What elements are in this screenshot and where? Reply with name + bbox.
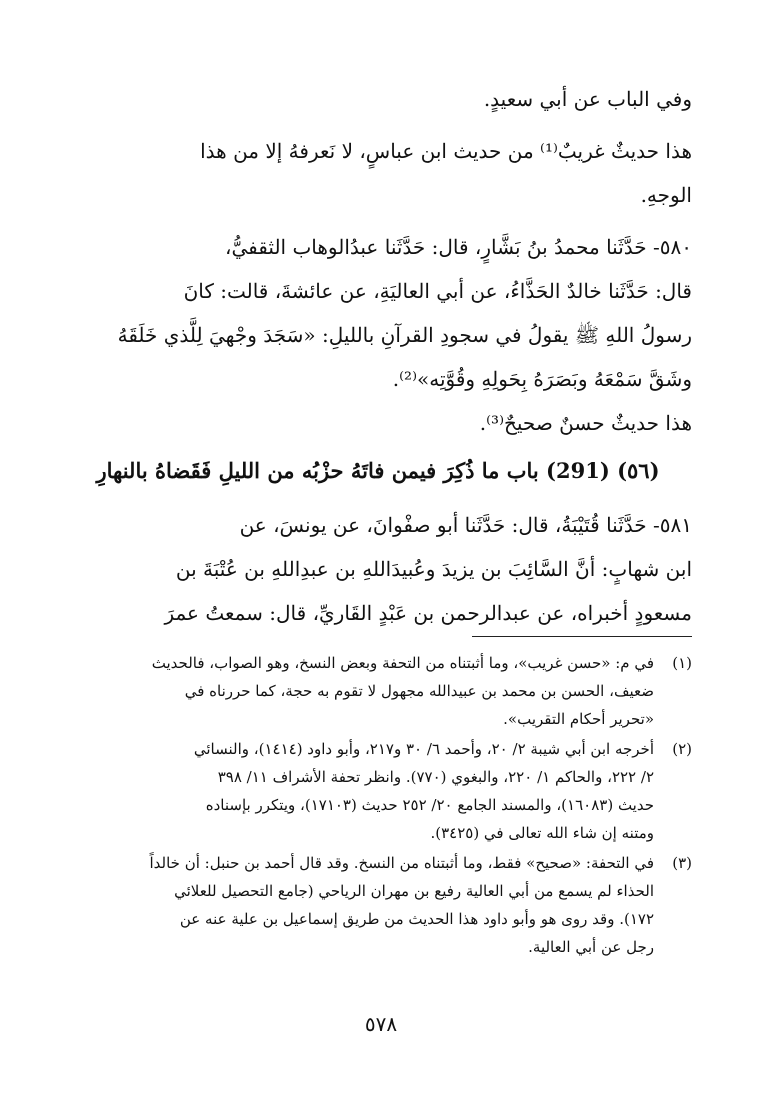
footnote-line: في التحفة: «صحيح» فقط، وما أثبتناه من النسخ. وقد قال أحمد بن حنبل: أن خالداً — [149, 854, 654, 872]
footnote-line: ١٧٢). وقد روى هو وأبو داود هذا الحديث من طريق إسماعيل بن علية عنه عن — [179, 910, 654, 928]
footnote-line: «تحرير أحكام التقريب». — [503, 710, 654, 728]
hadith-580-line: ٥٨٠- حَدَّثَنا محمدُ بنُ بَشَّارٍ، قال: حَدَّثَنا عبدُالوهاب الثقفيُّ، — [225, 235, 692, 259]
footnote-line: الحذاء لم يسمع من أبي العالية رفيع بن مهران الرياحي (جامع التحصيل للعلائي — [174, 882, 654, 900]
footnote-line: في م: «حسن غريب»، وما أثبتناه من التحفة وبعض النسخ، وهو الصواب، فالحديث — [151, 654, 654, 672]
hadith-580-line: رسولُ اللهِ ﷺ يقولُ في سجودِ القرآنِ بالليلِ: «سَجَدَ وجْهيَ لِلَّذي خَلَقَهُ — [117, 323, 692, 347]
footnote-line: ٢/ ٢٢٢، والحاكم ١/ ٢٢٠، والبغوي (٧٧٠). وانظر تحفة الأشراف ١١/ ٣٩٨ — [217, 768, 654, 786]
footnote-text — [64, 849, 654, 961]
footnote-line: ضعيف، الحسن بن محمد بن عبيدالله مجهول لا تقوم به حجة، كما حررناه في — [184, 682, 654, 700]
chapter-heading: (٥٦) (291) باب ما ذُكِرَ فيمن فاتَهُ حزْبُه من الليلِ فَقَضاهُ بالنهارِ — [96, 458, 660, 483]
footnote-line: رجل عن أبي العالية. — [528, 938, 654, 956]
hadith-581-line: ابن شهابٍ: أنَّ السَّائِبَ بن يزيدَ وعُبيدَاللهِ بن عبدِاللهِ بن عُتْبَةَ بن — [175, 557, 692, 581]
footnote-number: (٢) — [672, 740, 692, 758]
footnote-line: أخرجه ابن أبي شيبة ٢/ ٢٠، وأحمد ٦/ ٣٠ و٢١٧، وأبو داود (١٤١٤)، والنسائي — [193, 740, 654, 758]
footnote — [64, 735, 692, 847]
footnote-number: (١) — [672, 654, 692, 672]
footnote-line: حديث (١٦٠٨٣)، والمسند الجامع ٢٠/ ٢٥٢ حديث (١٧١٠٣)، ويتكرر بإسناده — [205, 796, 654, 814]
text-line: هذا حديثٌ حسنٌ صحيحٌ⁽³⁾. — [479, 411, 692, 435]
hadith-580-line: وشَقَّ سَمْعَهُ وبَصَرَهُ بِحَولِهِ وقُوَّتِه»⁽²⁾. — [392, 367, 692, 391]
footnote — [64, 849, 692, 961]
text-line: هذا حديثٌ غريبٌ⁽¹⁾ من حديث ابن عباسٍ، لا نَعرفهُ إلا من هذا — [200, 139, 692, 163]
footnote-text — [64, 735, 654, 847]
page-number: ٥٧٨ — [364, 1012, 398, 1036]
hadith-581-line: ٥٨١- حَدَّثَنا قُتَيْبَةُ، قال: حَدَّثَنا أبو صفْوانَ، عن يونسَ، عن — [239, 513, 692, 537]
footnote-text — [64, 649, 654, 733]
footnote-number: (٣) — [672, 854, 692, 872]
text-line: وفي الباب عن أبي سعيدٍ. — [483, 87, 692, 111]
hadith-580-line: قال: حَدَّثَنا خالدٌ الحَذَّاءُ، عن أبي العاليَةِ، عن عائشةَ، قالت: كانَ — [183, 279, 692, 303]
footnote — [64, 649, 692, 733]
footnotes — [64, 636, 692, 963]
footnote-line: ومتنه إن شاء الله تعالى في (٣٤٢٥). — [430, 824, 654, 842]
text-line: الوجهِ. — [640, 183, 692, 207]
footnote-divider — [472, 636, 692, 637]
hadith-581-line: مسعودٍ أخبراه، عن عبدالرحمن بن عَبْدٍ القَاريِّ، قال: سمعتُ عمرَ — [164, 601, 692, 625]
